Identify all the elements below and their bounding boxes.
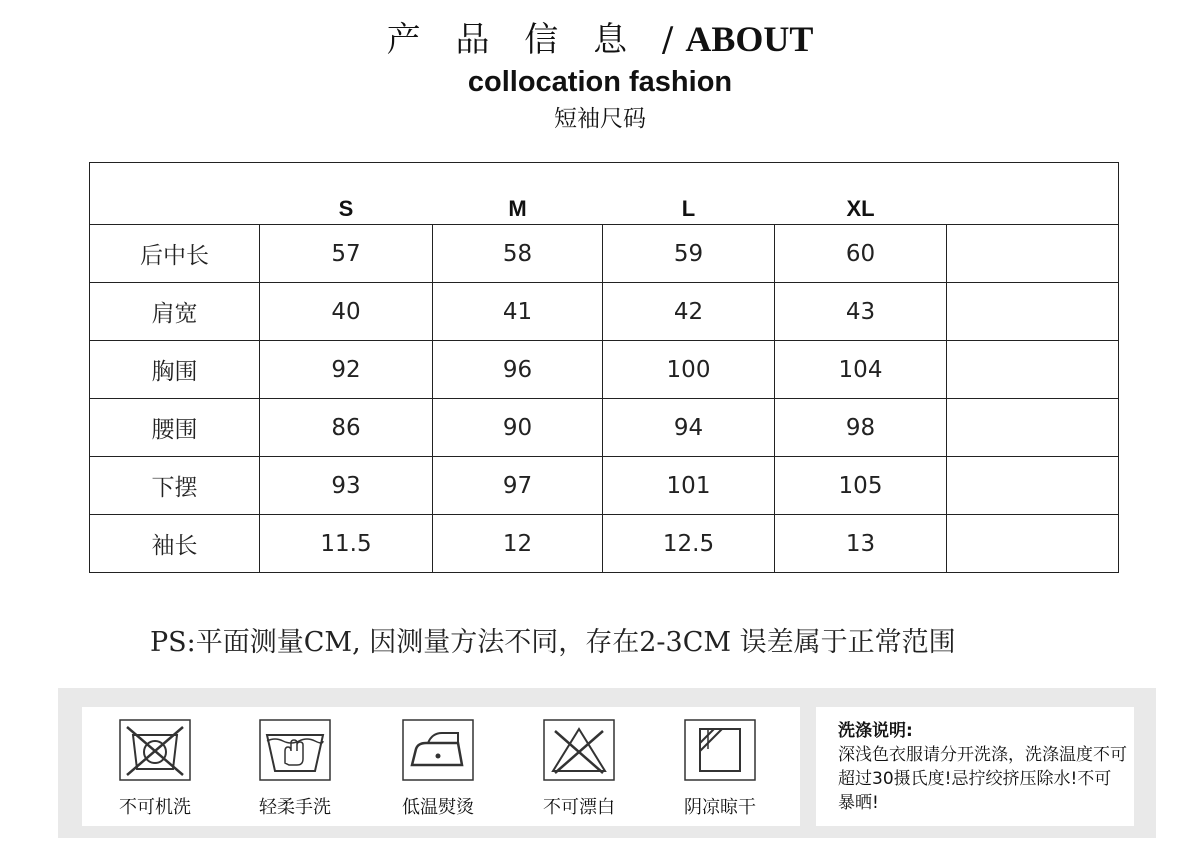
table-row	[90, 225, 1119, 283]
row-label: 胸围	[90, 341, 260, 399]
table-row	[90, 515, 1119, 573]
care-label: 不可机洗	[119, 797, 191, 818]
cell: 93	[260, 457, 433, 515]
cell: 96	[433, 341, 603, 399]
size-table	[89, 162, 1119, 573]
size-header-xl: XL	[775, 163, 947, 225]
row-label: 腰围	[90, 399, 260, 457]
cell: 60	[775, 225, 947, 283]
empty-cell	[947, 225, 1119, 283]
cell: 98	[775, 399, 947, 457]
cell: 12.5	[603, 515, 775, 573]
table-row	[90, 399, 1119, 457]
title-cn: 产 品 信 息 /	[386, 20, 686, 60]
empty-cell	[947, 283, 1119, 341]
cell: 94	[603, 399, 775, 457]
empty-cell	[947, 515, 1119, 573]
care-icons-box	[82, 707, 800, 826]
measurement-note: PS:平面测量CM, 因测量方法不同，存在2-3CM 误差属于正常范围	[150, 627, 956, 658]
care-label: 阴凉晾干	[684, 797, 756, 818]
cell: 41	[433, 283, 603, 341]
size-header-s: S	[260, 163, 433, 225]
size-header-l: L	[603, 163, 775, 225]
cell: 57	[260, 225, 433, 283]
cell: 86	[260, 399, 433, 457]
cell: 101	[603, 457, 775, 515]
care-label: 低温熨烫	[402, 797, 474, 818]
care-instructions	[816, 707, 1134, 826]
care-panel	[58, 688, 1156, 838]
cell: 43	[775, 283, 947, 341]
size-header-m: M	[433, 163, 603, 225]
care-label: 不可漂白	[543, 797, 615, 818]
low-temp-iron-icon	[402, 719, 474, 781]
care-label: 轻柔手洗	[259, 797, 331, 818]
no-bleach-icon	[543, 719, 615, 781]
table-header-row	[90, 163, 1119, 225]
no-machine-wash-icon	[119, 719, 191, 781]
care-item-no-machine-wash	[82, 707, 212, 826]
care-item-low-temp-iron	[365, 707, 495, 826]
cell: 58	[433, 225, 603, 283]
row-label: 袖长	[90, 515, 260, 573]
care-item-shade-dry	[647, 707, 777, 826]
cell: 40	[260, 283, 433, 341]
table-row	[90, 283, 1119, 341]
cell: 90	[433, 399, 603, 457]
cell: 59	[603, 225, 775, 283]
row-label: 后中长	[90, 225, 260, 283]
subtitle: collocation fashion	[467, 66, 733, 98]
empty-cell	[947, 457, 1119, 515]
cell: 12	[433, 515, 603, 573]
row-label: 肩宽	[90, 283, 260, 341]
cell: 11.5	[260, 515, 433, 573]
empty-cell	[947, 399, 1119, 457]
empty-header-cell	[947, 163, 1119, 225]
shade-dry-icon	[684, 719, 756, 781]
cell: 105	[775, 457, 947, 515]
care-item-no-bleach	[506, 707, 636, 826]
cell: 100	[603, 341, 775, 399]
care-instructions-title: 洗涤说明:	[838, 721, 913, 741]
page-title	[0, 18, 1200, 61]
table-row	[90, 341, 1119, 399]
cell: 104	[775, 341, 947, 399]
cell: 97	[433, 457, 603, 515]
cell: 13	[775, 515, 947, 573]
title-en: ABOUT	[685, 19, 814, 59]
cell: 42	[603, 283, 775, 341]
corner-cell	[90, 163, 260, 225]
empty-cell	[947, 341, 1119, 399]
care-instructions-body: 深浅色衣服请分开洗涤，洗涤温度不可超过30摄氏度!忌拧绞挤压除水!不可暴晒!	[838, 745, 1127, 813]
hand-wash-icon	[259, 719, 331, 781]
care-item-hand-wash	[222, 707, 352, 826]
row-label: 下摆	[90, 457, 260, 515]
cell: 92	[260, 341, 433, 399]
size-chart-heading: 短袖尺码	[554, 106, 646, 132]
table-row	[90, 457, 1119, 515]
